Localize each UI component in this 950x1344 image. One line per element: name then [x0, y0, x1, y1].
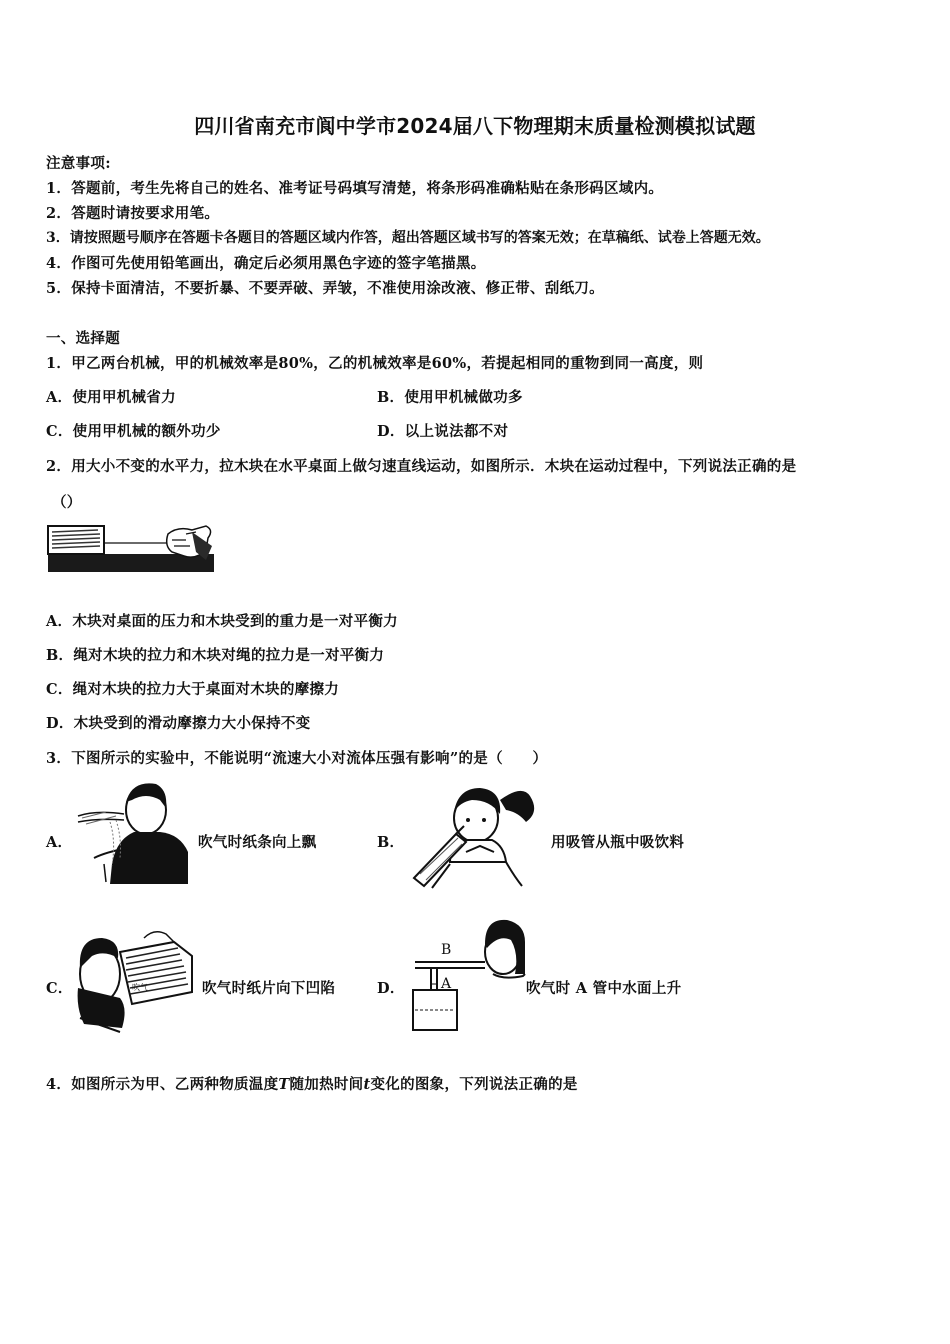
q3-figure-a-blowing-paper-strip — [76, 778, 192, 886]
notice-item-3: 3．请按照题号顺序在答题卡各题目的答题区域内作答，超出答题区域书写的答案无效；在草稿纸、试卷上答题无效。 — [46, 230, 770, 246]
q3-figure-b-girl-drinking-straw — [410, 782, 542, 892]
q4-stem — [46, 1073, 578, 1094]
q1-option-d: D．以上说法都不对 — [377, 423, 509, 440]
q2-figure-block-on-table — [46, 520, 214, 574]
q2-paren: （） — [52, 494, 82, 511]
q4-var-temperature: T — [278, 1076, 290, 1093]
q3-stem: 3．下图所示的实验中，不能说明“流速大小对流体压强有影响”的是（ ） — [46, 750, 548, 767]
q3-option-d-label: D． — [377, 980, 405, 997]
q3-figure-d-label-b: B — [441, 942, 452, 958]
q3-figure-d-blowing-over-tube — [407, 914, 527, 1034]
q1-option-b: B．使用甲机械做功多 — [377, 389, 523, 406]
q3-option-c-caption: 吹气时纸片向下凹陷 — [202, 980, 336, 997]
q3-figure-c-blowing-between-papers — [74, 928, 194, 1034]
q2-option-d: D．木块受到的滑动摩擦力大小保持不变 — [46, 715, 311, 732]
q4-var-time: t — [363, 1076, 371, 1093]
q4-stem-part1: 4．如图所示为甲、乙两种物质温度 — [46, 1076, 279, 1093]
q3-option-d-caption: 吹气时 A 管中水面上升 — [526, 980, 682, 997]
notice-item-4: 4．作图可先使用铅笔画出，确定后必须用黑色字迹的签字笔描黑。 — [46, 255, 486, 272]
q2-option-b: B．绳对木块的拉力和木块对绳的拉力是一对平衡力 — [46, 647, 385, 664]
q2-option-a: A．木块对桌面的压力和木块受到的重力是一对平衡力 — [46, 613, 398, 630]
q1-option-c: C．使用甲机械的额外功少 — [46, 423, 221, 440]
page-title: 四川省南充市阆中学市2024届八下物理期末质量检测模拟试题 — [194, 114, 756, 138]
q4-stem-part3: 变化的图象，下列说法正确的是 — [370, 1076, 578, 1093]
q3-option-b-caption: 用吸管从瓶中吸饮料 — [551, 834, 685, 851]
q3-option-c-label: C． — [46, 980, 73, 997]
notice-heading: 注意事项: — [46, 155, 111, 172]
notice-item-2: 2．答题时请按要求用笔。 — [46, 205, 220, 222]
q4-stem-part2: 随加热时间 — [289, 1076, 364, 1093]
q3-option-b-label: B． — [377, 834, 405, 851]
q2-option-c: C．绳对木块的拉力大于桌面对木块的摩擦力 — [46, 681, 340, 698]
q2-stem: 2．用大小不变的水平力，拉木块在水平桌面上做匀速直线运动，如图所示．木块在运动过程中，下列说法正确的是 — [46, 458, 797, 475]
q3-option-a-label: A． — [46, 834, 73, 851]
notice-item-5: 5．保持卡面清洁，不要折暴、不要弄破、弄皱，不准使用涂改液、修正带、刮纸刀。 — [46, 280, 604, 297]
q3-figure-c-label: 吹气 — [132, 983, 148, 992]
section-heading: 一、选择题 — [46, 330, 120, 347]
q3-option-a-caption: 吹气时纸条向上飘 — [198, 834, 317, 851]
q1-stem: 1．甲乙两台机械，甲的机械效率是80%，乙的机械效率是60%，若提起相同的重物到同一高度，则 — [46, 355, 704, 372]
notice-item-1: 1．答题前，考生先将自己的姓名、准考证号码填写清楚，将条形码准确粘贴在条形码区域内。 — [46, 180, 664, 197]
q1-option-a: A．使用甲机械省力 — [46, 389, 176, 406]
q3-figure-d-label-a: A — [441, 976, 452, 992]
